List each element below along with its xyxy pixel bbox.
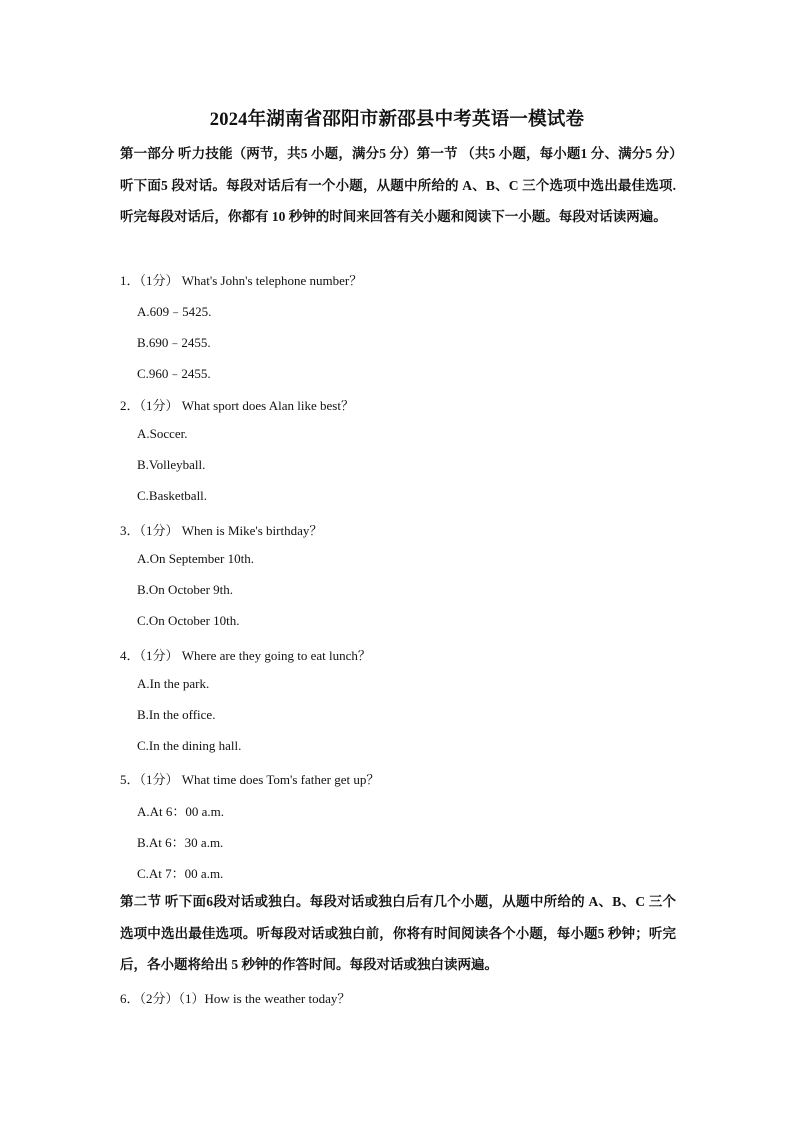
option-b: B.In the office. [137,707,216,722]
part1-intro: 第一部分 听力技能（两节，共5 小题，满分5 分）第一节 （共5 小题，每小题1 分、满分5 分）听下面5 段对话。每段对话后有一个小题，从题中所给的 A、B、C 三个选项中选出最佳选项.听完每段对话后，你都有 10 秒钟的时间来回答有关小题和阅读下一小题。每段对话读两遍。 [120,146,676,224]
option-a: A.In the park. [137,676,210,691]
option-c: C.Basketball. [137,488,208,503]
option-a: A.At 6：00 a.m. [137,804,225,819]
option-c: C.960﹣2455. [137,366,211,381]
exam-title: 2024年湖南省邵阳市新邵县中考英语一模试卷 [209,110,585,130]
option-c: C.At 7：00 a.m. [137,866,224,881]
option-c: C.On October 10th. [137,613,240,628]
option-a: A.609﹣5425. [137,304,212,319]
option-b: B.On October 9th. [137,582,234,597]
question-stem: 6．（2分）（1）How is the weather today？ [120,991,351,1006]
option-b: B.Volleyball. [137,457,206,472]
question-stem: 1．（1分） What's John's telephone number？ [120,273,363,288]
question-stem: 5．（1分） What time does Tom's father get up？ [120,772,380,787]
question-stem: 3．（1分） When is Mike's birthday？ [120,523,323,538]
question-stem: 2．（1分） What sport does Alan like best？ [120,398,354,413]
option-c: C.In the dining hall. [137,738,242,753]
option-b: B.At 6：30 a.m. [137,835,224,850]
section2-intro: 第二节 听下面6段对话或独白。每段对话或独白后有几个小题，从题中所给的 A、B、C 三个选项中选出最佳选项。听每段对话或独白前，你将有时间阅读各个小题，每小题5 秒钟；听完后，各小题将给出 5 秒钟的作答时间。每段对话或独白读两遍。 [120,894,676,972]
option-a: A.On September 10th. [137,551,254,566]
option-a: A.Soccer. [137,426,188,441]
question-stem: 4．（1分） Where are they going to eat lunch？ [120,648,371,663]
option-b: B.690﹣2455. [137,335,211,350]
